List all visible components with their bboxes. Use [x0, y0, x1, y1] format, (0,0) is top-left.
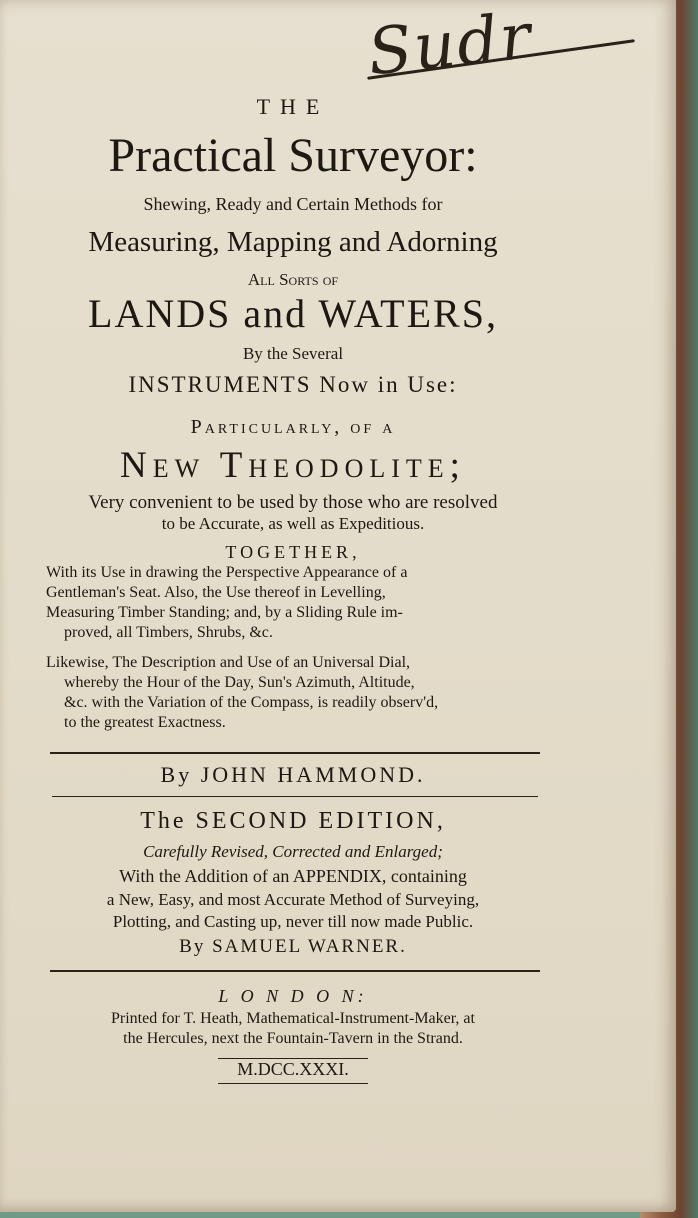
title-the: THE	[256, 94, 330, 119]
subtitle-line-6: INSTRUMENTS Now in Use:	[128, 372, 458, 397]
edition-line-4: Plotting, and Casting up, never till now made Public.	[112, 912, 474, 931]
together-heading: TOGETHER,	[225, 542, 361, 562]
together-p2-line-3: &c. with the Variation of the Compass, is readily observ'd,	[64, 694, 439, 711]
together-p2-line-1: Likewise, The Description and Use of an Universal Dial,	[46, 654, 411, 671]
subtitle-line-5: By the Several	[242, 344, 344, 363]
together-p1-line-2: Gentleman's Seat. Also, the Use thereof in Levelling,	[46, 584, 386, 601]
subtitle-line-8: New Theodolite;	[120, 445, 466, 486]
author-line: By JOHN HAMMOND.	[160, 762, 426, 787]
rule-2	[52, 796, 538, 797]
subtitle-line-2: Measuring, Mapping and Adorning	[88, 226, 498, 258]
subtitle-line-9: Very convenient to be used by those who are resolved	[88, 492, 498, 513]
edition-line-3: a New, Easy, and most Accurate Method of Surveying,	[106, 890, 480, 909]
imprint-line-2: the Hercules, next the Fountain-Tavern in the Strand.	[123, 1030, 463, 1047]
rule-3	[50, 970, 540, 972]
together-p1-line-3: Measuring Timber Standing; and, by a Sliding Rule im-	[46, 604, 403, 621]
handwritten-signature: Sudr	[364, 0, 537, 91]
subtitle-line-10: to be Accurate, as well as Expeditious.	[161, 514, 425, 533]
imprint-line-1: Printed for T. Heath, Mathematical-Instrument-Maker, at	[111, 1010, 475, 1027]
together-p2-line-2: whereby the Hour of the Day, Sun's Azimuth, Altitude,	[64, 674, 415, 691]
edition-line-5: By SAMUEL WARNER.	[179, 936, 407, 957]
imprint-date: M.DCC.XXXI.	[237, 1059, 349, 1079]
together-p1-line-4: proved, all Timbers, Shrubs, &c.	[64, 624, 273, 641]
edition-line-2: With the Addition of an APPENDIX, containing	[119, 866, 467, 886]
together-p1-line-1: With its Use in drawing the Perspective Appearance of a	[46, 564, 408, 581]
main-title: Practical Surveyor:	[108, 129, 478, 182]
together-p2-line-4: to the greatest Exactness.	[64, 714, 226, 731]
subtitle-line-1: Shewing, Ready and Certain Methods for	[143, 194, 443, 214]
subtitle-line-4: LANDS and WATERS,	[88, 291, 498, 336]
subtitle-line-7: Particularly, of a	[190, 416, 396, 438]
subtitle-line-3: All Sorts of	[247, 270, 339, 289]
rule-1	[50, 752, 540, 754]
edition-line-1: Carefully Revised, Corrected and Enlarged;	[143, 842, 443, 861]
imprint-city: L O N D O N:	[218, 986, 368, 1006]
edition-heading: The SECOND EDITION,	[140, 808, 446, 834]
